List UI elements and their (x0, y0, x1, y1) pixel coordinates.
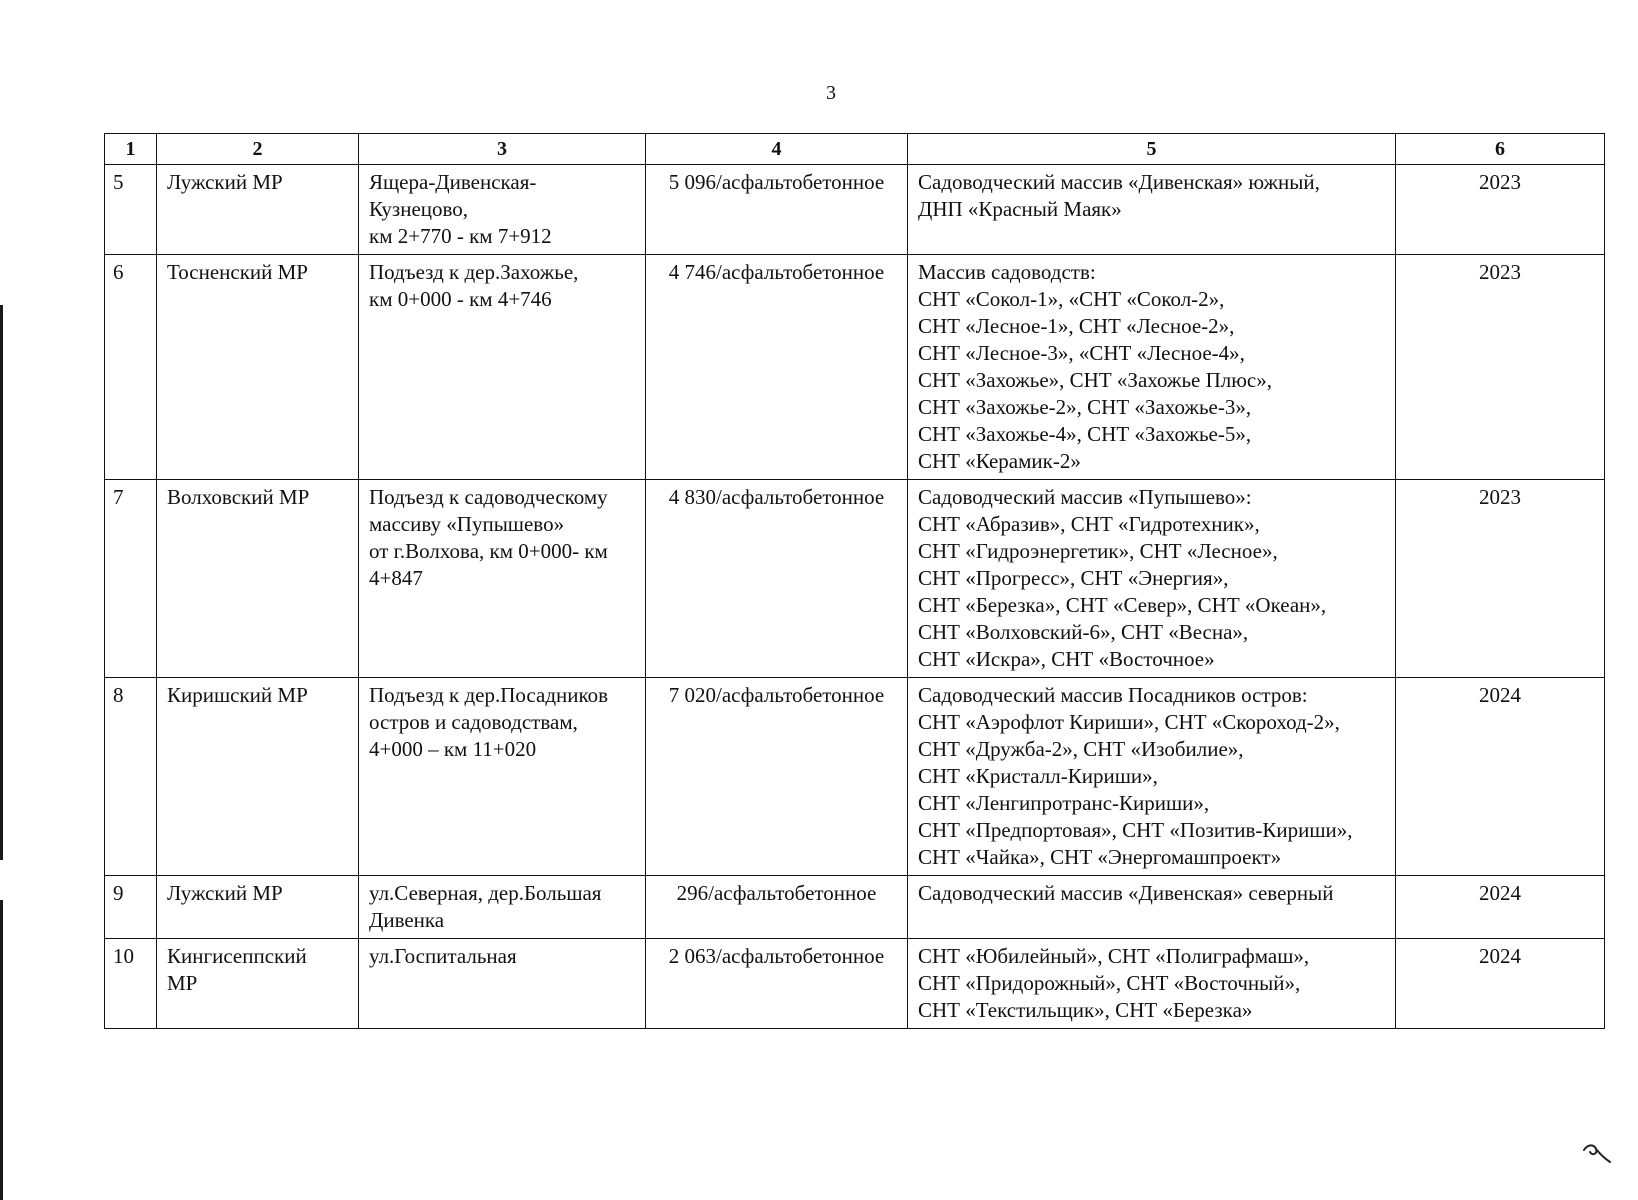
settlements-cell-line: СНТ «Чайка», СНТ «Энергомашпроект» (918, 845, 1282, 869)
column-header-5: 5 (908, 134, 1396, 165)
district-cell-line: Тосненский МР (167, 260, 308, 284)
length-surface-cell: 7 020/асфальтобетонное (646, 678, 908, 876)
road-cell-line: 4+000 – км 11+020 (369, 737, 537, 761)
settlements-cell-line: СНТ «Волховский-6», СНТ «Весна», (918, 620, 1249, 644)
road-cell-line: Подъезд к садоводческому (369, 485, 608, 509)
district-cell-line: Лужский МР (167, 170, 283, 194)
settlements-cell-line: СНТ «Искра», СНТ «Восточное» (918, 647, 1215, 671)
settlements-cell (908, 165, 1396, 255)
column-header-4: 4 (646, 134, 908, 165)
district-cell (157, 876, 359, 939)
settlements-cell-line: СНТ «Текстильщик», СНТ «Березка» (918, 998, 1253, 1022)
scan-edge (0, 0, 3, 1200)
table-row (105, 678, 1605, 876)
settlements-cell-line: СНТ «Захожье-2», СНТ «Захожье-3», (918, 395, 1252, 419)
settlements-cell-line: СНТ «Абразив», СНТ «Гидротехник», (918, 512, 1260, 536)
year-cell: 2024 (1396, 876, 1605, 939)
road-cell-line: Подъезд к дер.Захожье, (369, 260, 579, 284)
road-cell-line: остров и садоводствам, (369, 710, 578, 734)
header-row (105, 134, 1605, 165)
row-number: 9 (105, 876, 157, 939)
row-number: 10 (105, 939, 157, 1029)
settlements-cell (908, 876, 1396, 939)
road-cell-line: от г.Волхова, км 0+000- км (369, 539, 608, 563)
settlements-cell (908, 939, 1396, 1029)
district-cell-line: Кингисеппский (167, 944, 307, 968)
length-surface-cell: 4 746/асфальтобетонное (646, 255, 908, 480)
table-row (105, 165, 1605, 255)
year-cell: 2024 (1396, 678, 1605, 876)
settlements-cell-line: СНТ «Захожье», СНТ «Захожье Плюс», (918, 368, 1273, 392)
road-cell-line: ул.Северная, дер.Большая (369, 881, 602, 905)
row-number: 6 (105, 255, 157, 480)
roads-table (104, 133, 1605, 1029)
table-body (105, 165, 1605, 1029)
table-row (105, 480, 1605, 678)
settlements-cell-line: СНТ «Сокол-1», «СНТ «Сокол-2», (918, 287, 1225, 311)
year-cell: 2023 (1396, 255, 1605, 480)
settlements-cell-line: ДНП «Красный Маяк» (918, 197, 1122, 221)
row-number: 8 (105, 678, 157, 876)
settlements-cell-line: СНТ «Ленгипротранс-Кириши», (918, 791, 1210, 815)
settlements-cell-line: СНТ «Прогресс», СНТ «Энергия», (918, 566, 1229, 590)
road-cell-line: Кузнецово, (369, 197, 469, 221)
year-cell: 2024 (1396, 939, 1605, 1029)
settlements-cell-line: Садоводческий массив «Дивенская» северный (918, 881, 1334, 905)
road-cell (359, 255, 646, 480)
road-cell-line: 4+847 (369, 566, 423, 590)
settlements-cell-line: СНТ «Дружба-2», СНТ «Изобилие», (918, 737, 1244, 761)
handwritten-mark (1580, 1140, 1614, 1166)
row-number: 5 (105, 165, 157, 255)
settlements-cell-line: СНТ «Предпортовая», СНТ «Позитив-Кириши», (918, 818, 1353, 842)
year-cell: 2023 (1396, 165, 1605, 255)
settlements-cell-line: СНТ «Лесное-3», «СНТ «Лесное-4», (918, 341, 1245, 365)
settlements-cell (908, 480, 1396, 678)
road-cell (359, 876, 646, 939)
district-cell-line: Лужский МР (167, 881, 283, 905)
district-cell-line: Волховский МР (167, 485, 310, 509)
table-row (105, 255, 1605, 480)
settlements-cell-line: СНТ «Керамик-2» (918, 449, 1081, 473)
settlements-cell-line: Садоводческий массив Посадников остров: (918, 683, 1308, 707)
district-cell (157, 165, 359, 255)
district-cell-line: МР (167, 971, 198, 995)
settlements-cell-line: СНТ «Березка», СНТ «Север», СНТ «Океан», (918, 593, 1327, 617)
road-cell-line: Дивенка (369, 908, 445, 932)
road-cell (359, 939, 646, 1029)
settlements-cell-line: Садоводческий массив «Пупышево»: (918, 485, 1252, 509)
road-cell-line: Ящера-Дивенская- (369, 170, 537, 194)
settlements-cell-line: СНТ «Лесное-1», СНТ «Лесное-2», (918, 314, 1235, 338)
district-cell-line: Киришский МР (167, 683, 308, 707)
table-row (105, 939, 1605, 1029)
length-surface-cell: 5 096/асфальтобетонное (646, 165, 908, 255)
page-number: 3 (826, 82, 836, 104)
length-surface-cell: 296/асфальтобетонное (646, 876, 908, 939)
settlements-cell-line: Садоводческий массив «Дивенская» южный, (918, 170, 1320, 194)
road-cell (359, 678, 646, 876)
column-header-2: 2 (157, 134, 359, 165)
settlements-cell-line: СНТ «Придорожный», СНТ «Восточный», (918, 971, 1301, 995)
settlements-cell-line: СНТ «Кристалл-Кириши», (918, 764, 1158, 788)
settlements-cell-line: СНТ «Гидроэнергетик», СНТ «Лесное», (918, 539, 1278, 563)
district-cell (157, 678, 359, 876)
table-row (105, 876, 1605, 939)
settlements-cell-line: СНТ «Аэрофлот Кириши», СНТ «Скороход-2», (918, 710, 1340, 734)
road-cell (359, 480, 646, 678)
road-cell-line: ул.Госпитальная (369, 944, 517, 968)
settlements-cell (908, 678, 1396, 876)
year-cell: 2023 (1396, 480, 1605, 678)
column-header-1: 1 (105, 134, 157, 165)
road-cell-line: км 2+770 - км 7+912 (369, 224, 552, 248)
district-cell (157, 939, 359, 1029)
length-surface-cell: 4 830/асфальтобетонное (646, 480, 908, 678)
settlements-cell-line: Массив садоводств: (918, 260, 1096, 284)
column-header-6: 6 (1396, 134, 1605, 165)
road-cell-line: км 0+000 - км 4+746 (369, 287, 552, 311)
settlements-cell-line: СНТ «Юбилейный», СНТ «Полиграфмаш», (918, 944, 1310, 968)
district-cell (157, 255, 359, 480)
column-header-3: 3 (359, 134, 646, 165)
road-cell-line: массиву «Пупышево» (369, 512, 565, 536)
settlements-cell-line: СНТ «Захожье-4», СНТ «Захожье-5», (918, 422, 1252, 446)
district-cell (157, 480, 359, 678)
road-cell (359, 165, 646, 255)
length-surface-cell: 2 063/асфальтобетонное (646, 939, 908, 1029)
settlements-cell (908, 255, 1396, 480)
row-number: 7 (105, 480, 157, 678)
road-cell-line: Подъезд к дер.Посадников (369, 683, 609, 707)
